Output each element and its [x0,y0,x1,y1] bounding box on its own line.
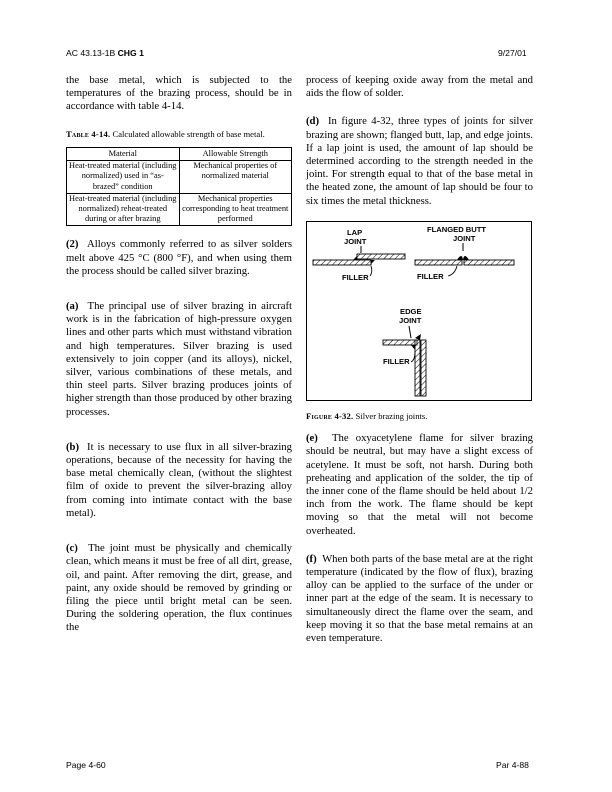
paragraph-text: It is necessary to use flux in all silver-brazing operations, because of the necessity for having the base metal chemically clean, (without the slightest film of oxide to prevent the silver-brazing alloy from coming into intimate contact with the base metal). [66,440,292,519]
table-header-cell: Allowable Strength [179,148,292,161]
table-row [67,193,292,226]
filler-label-lap: FILLER [342,272,369,282]
flanged-label-line2: JOINT [453,233,476,243]
paragraph-label: (f) [306,552,317,565]
table-caption-text: Calculated allowable strength of base metal. [112,128,265,139]
table-cell: Heat-treated material (including normalized) used in “as-brazed” condition [67,161,180,194]
table-cell: Mechanical properties corresponding to heat treatment performed [179,193,292,226]
edge-label-line1: EDGE [400,306,422,316]
filler-label-edge: FILLER [383,356,410,366]
paragraph-label: (a) [66,300,79,313]
figure-silver-brazing-joints [306,221,532,401]
right-column [306,74,533,656]
flanged-label-line1: FLANGED BUTT [427,224,487,234]
lap-label-line1: LAP [347,227,363,237]
paragraph-b [66,441,292,520]
paragraph-label: (d) [306,115,320,128]
paragraph-text: The oxyacetylene flame for silver brazing should be neutral, but may have a slight excess of acetylene. It must be soft, not harsh. During both preheating and application of the solder, the tip of the inner cone of the flame should be held about 1/2 inch from the work. The flame should be kept moving so that the metal will not become overheated. [306,432,533,537]
footer-paragraph-ref: Par 4-88 [496,760,529,770]
table-cell: Heat-treated material (including normalized) reheat-treated during or after brazing [67,193,180,226]
doc-id: AC 43.13-1B [66,48,118,58]
footer-page-number: Page 4-60 [66,760,106,770]
paragraph-label: (b) [66,440,80,453]
figure-caption-text: Silver brazing joints. [355,410,428,421]
running-header-left [66,48,144,58]
table-cell: Mechanical properties of normalized material [179,161,292,194]
figure-caption-label: Figure 4-32. [306,410,354,421]
paragraph-text: The principal use of silver brazing in aircraft work is in the fabrication of high-pressure oxygen lines and other parts which must withstand vibration and high temperatures. Silver brazing is used extensively to join copper (and its alloys), nickel, silver, various combinations of these metals, and thin steel parts. Silver brazing produces joints of higher strength than those produced by other brazing processes. [66,300,293,418]
table-caption-label: Table 4-14. [66,128,111,139]
paragraph-e [306,432,533,538]
intro-paragraph: the base metal, which is subjected to the temperatures of the brazing process, should be in accordance with table 4-14. [66,74,292,113]
paragraph-2 [66,238,292,278]
paragraph-d [306,115,533,207]
running-header-date: 9/27/01 [498,48,527,58]
paragraph-label: (c) [66,542,78,555]
paragraph-text: The joint must be physically and chemically clean, which means it must be free of all dirt, grease, oil, and paint. After removing the dirt, grease, and paint, any oxide should be removed by grinding or filing the piece until bright metal can be seen. During the soldering operation, the flux continues the [66,542,293,634]
table-row [67,161,292,194]
filler-label-flanged: FILLER [417,271,444,281]
figure-caption [306,411,533,421]
doc-change: CHG 1 [117,48,144,58]
paragraph-text: In figure 4-32, three types of joints for silver brazing are shown; flanged butt, lap, and edge joints. If a lap joint is used, the amount of lap should be determined according to the strength needed in the joint. For strength equal to that of the base metal in the heated zone, the amount of lap should be four to six times the metal thickness. [306,115,534,207]
table-header-cell: Material [67,148,180,161]
paragraph-label: (e) [306,432,318,445]
edge-label-line2: JOINT [399,315,422,325]
lap-label-line2: JOINT [344,236,367,246]
paragraph-a [66,300,292,419]
joints-illustration [307,222,533,402]
table-caption [66,129,292,139]
allowable-strength-table [66,147,292,226]
paragraph-text: Alloys commonly referred to as silver solders melt above 425 °C (800 °F), and when using them the process should be called silver brazing. [66,238,292,277]
paragraph-c [66,542,292,634]
continuation-paragraph: process of keeping oxide away from the metal and aids the flow of solder. [306,74,533,100]
paragraph-text: When both parts of the base metal are at the right temperature (indicated by the flow of flux), brazing alloy can be applied to the surface of the under or inner part at the edge of the seam. It is necessary to simultaneously direct the flame over the seam, and keep moving it so that the base metal remains at an even temperature. [306,552,534,645]
table-header-row [67,148,292,161]
lap-joint-drawing [313,246,405,276]
paragraph-f [306,553,533,645]
paragraph-label: (2) [66,238,79,251]
left-column [66,74,292,646]
